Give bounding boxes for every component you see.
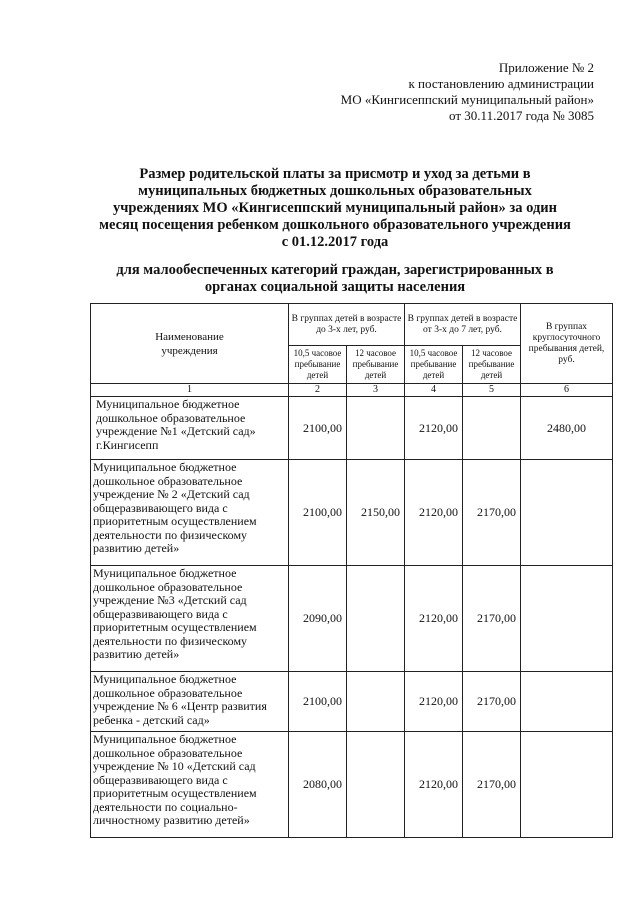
institution-name: Муниципальное бюджетное дошкольное образовательное учреждение № 6 «Центр развития ребенка - детский сад» bbox=[91, 672, 289, 732]
fee-3to7-105: 2120,00 bbox=[405, 460, 463, 566]
fee-under3-105: 2100,00 bbox=[289, 460, 347, 566]
fee-3to7-12 bbox=[463, 397, 521, 460]
fee-3to7-105: 2120,00 bbox=[405, 397, 463, 460]
subtitle-line-2: органах социальной защиты населения bbox=[204, 279, 466, 295]
document-subtitle bbox=[70, 262, 600, 296]
header-institution-name bbox=[91, 304, 289, 384]
fee-3to7-12: 2170,00 bbox=[463, 460, 521, 566]
fee-3to7-105: 2120,00 bbox=[405, 732, 463, 838]
column-number: 1 bbox=[91, 384, 289, 397]
table-row bbox=[91, 397, 613, 460]
title-line-5: с 01.12.2017 года bbox=[281, 234, 389, 250]
column-number: 6 bbox=[521, 384, 613, 397]
header-group-3-to-7: В группах детей в возрасте от 3-х до 7 лет, руб. bbox=[405, 304, 521, 346]
institution-name: Муниципальное бюджетное дошкольное образовательное учреждение № 2 «Детский сад общеразвивающего вида с приоритетным осуществлением деятельности по физическому развитию детей» bbox=[91, 460, 289, 566]
institution-name: Муниципальное бюджетное дошкольное образовательное учреждение №1 «Детский сад» г.Кингисепп bbox=[91, 397, 289, 460]
fee-3to7-12: 2170,00 bbox=[463, 566, 521, 672]
column-number: 3 bbox=[347, 384, 405, 397]
column-number: 5 bbox=[463, 384, 521, 397]
fee-3to7-105: 2120,00 bbox=[405, 672, 463, 732]
header-row-numbers bbox=[91, 384, 613, 397]
header-sub-105-a: 10,5 часовое пребывание детей bbox=[289, 346, 347, 384]
column-number: 4 bbox=[405, 384, 463, 397]
institution-name: Муниципальное бюджетное дошкольное образовательное учреждение №3 «Детский сад общеразвивающего вида с приоритетным осуществлением деятельности по физическому развитию детей» bbox=[91, 566, 289, 672]
fee-under3-105: 2100,00 bbox=[289, 672, 347, 732]
fee-under3-12 bbox=[347, 566, 405, 672]
fee-table bbox=[90, 303, 613, 838]
fee-3to7-12: 2170,00 bbox=[463, 672, 521, 732]
fee-round-clock: 2480,00 bbox=[521, 397, 613, 460]
title-line-4: месяц посещения ребенком дошкольного образовательного учреждения bbox=[99, 217, 571, 233]
appendix-line-4: от 30.11.2017 года № 3085 bbox=[449, 108, 594, 123]
header-name-line-1: Наименование bbox=[155, 330, 224, 343]
document-title bbox=[70, 166, 600, 251]
title-line-3: учреждениях МО «Кингисеппский муниципальный район» за один bbox=[113, 200, 557, 216]
fee-under3-12 bbox=[347, 732, 405, 838]
column-number: 2 bbox=[289, 384, 347, 397]
fee-round-clock bbox=[521, 732, 613, 838]
table-row bbox=[91, 460, 613, 566]
fee-3to7-12: 2170,00 bbox=[463, 732, 521, 838]
appendix-line-3: МО «Кингисеппский муниципальный район» bbox=[340, 92, 594, 107]
appendix-header bbox=[341, 60, 594, 124]
fee-under3-12: 2150,00 bbox=[347, 460, 405, 566]
fee-round-clock bbox=[521, 460, 613, 566]
table-row bbox=[91, 672, 613, 732]
header-group-round-the-clock: В группах круглосуточного пребывания детей, руб. bbox=[521, 304, 613, 384]
title-line-2: муниципальных бюджетных дошкольных образовательных bbox=[138, 183, 532, 199]
institution-name: Муниципальное бюджетное дошкольное образовательное учреждение № 10 «Детский сад общеразвивающего вида с приоритетным осуществлением деятельности по социально-личностному развитию детей» bbox=[91, 732, 289, 838]
fee-under3-105: 2100,00 bbox=[289, 397, 347, 460]
header-row-groups bbox=[91, 304, 613, 346]
appendix-line-2: к постановлению администрации bbox=[408, 76, 594, 91]
title-line-1: Размер родительской платы за присмотр и уход за детьми в bbox=[139, 166, 531, 182]
appendix-line-1: Приложение № 2 bbox=[498, 60, 594, 75]
header-sub-12-a: 12 часовое пребывание детей bbox=[347, 346, 405, 384]
header-group-under-3: В группах детей в возрасте до 3-х лет, руб. bbox=[289, 304, 405, 346]
fee-round-clock bbox=[521, 566, 613, 672]
fee-under3-12 bbox=[347, 397, 405, 460]
table-row bbox=[91, 566, 613, 672]
header-sub-12-b: 12 часовое пребывание детей bbox=[463, 346, 521, 384]
fee-under3-105: 2080,00 bbox=[289, 732, 347, 838]
fee-3to7-105: 2120,00 bbox=[405, 566, 463, 672]
header-name-line-2: учреждения bbox=[161, 344, 218, 357]
fee-under3-105: 2090,00 bbox=[289, 566, 347, 672]
header-sub-105-b: 10,5 часовое пребывание детей bbox=[405, 346, 463, 384]
fee-under3-12 bbox=[347, 672, 405, 732]
fee-round-clock bbox=[521, 672, 613, 732]
table-row bbox=[91, 732, 613, 838]
subtitle-line-1: для малообеспеченных категорий граждан, зарегистрированных в bbox=[116, 262, 554, 278]
